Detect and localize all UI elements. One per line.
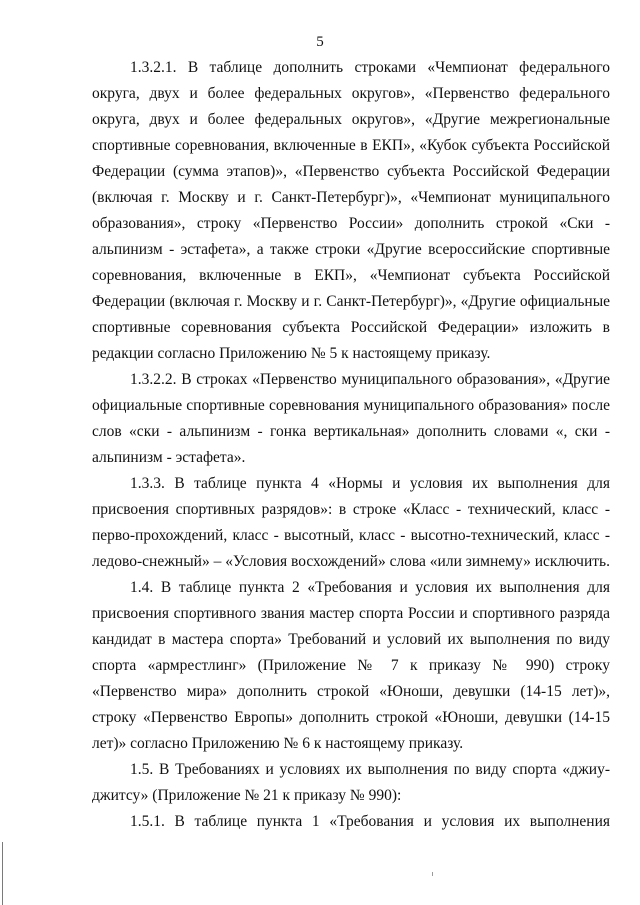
paragraph-1-3-2-1: 1.3.2.1. В таблице дополнить строками «Чемпионат федерального округа, двух и более федеральных округов», «Первенство федерального округа, двух и более федеральных округов», «Другие межрегиональные спортивные соревнования, включенные в ЕКП», «Кубок субъекта Российской Федерации (сумма этапов)», «Первенство субъекта Российской Федерации (включая г. Москву и г. Санкт-Петербург)», «Чемпионат муниципального образования», строку «Первенство России» дополнить строкой «Ски - альпинизм - эстафета», а также строки «Другие всероссийские спортивные соревнования, включенные в ЕКП», «Чемпионат субъекта Российской Федерации (включая г. Москву и г. Санкт-Петербург)», «Другие официальные спортивные соревнования субъекта Российской Федерации» изложить в редакции согласно Приложению № 5 к настоящему приказу. — [92, 59, 610, 362]
paragraph-1-3-3: 1.3.3. В таблице пункта 4 «Нормы и условия их выполнения для присвоения спортивных разрядов»: в строке «Класс - технический, класс - перво-прохождений, класс - высотный, класс - высотно-технический, класс - ледово-снежный» – «Условия восхождений» слова «или зимнему» исключить. — [92, 475, 610, 570]
paragraph-1-4: 1.4. В таблице пункта 2 «Требования и условия их выполнения для присвоения спортивного звания мастер спорта России и спортивного разряда кандидат в мастера спорта» Требований и условий их выполнения по виду спорта «армрестлинг» (Приложение № 7 к приказу № 990) строку «Первенство мира» дополнить строкой «Юноши, девушки (14-15 лет)», строку «Первенство Европы» дополнить строкой «Юноши, девушки (14-15 лет)» согласно Приложению № 6 к настоящему приказу. — [92, 579, 610, 752]
paragraph-1-5-1: 1.5.1. В таблице пункта 1 «Требования и условия их выполнения — [130, 813, 610, 830]
scan-speck — [432, 872, 433, 876]
document-body — [92, 55, 610, 835]
paragraph-1-3-2-2: 1.3.2.2. В строках «Первенство муниципального образования», «Другие официальные спортивные соревнования муниципального образования» после слов «ски - альпинизм - гонка вертикальная» дополнить словами «, ски - альпинизм - эстафета». — [92, 371, 610, 466]
scan-edge-line — [2, 842, 3, 905]
page-number: 5 — [316, 34, 324, 50]
paragraph-1-5: 1.5. В Требованиях и условиях их выполнения по виду спорта «джиу-джитсу» (Приложение № 21 к приказу № 990): — [92, 761, 610, 804]
